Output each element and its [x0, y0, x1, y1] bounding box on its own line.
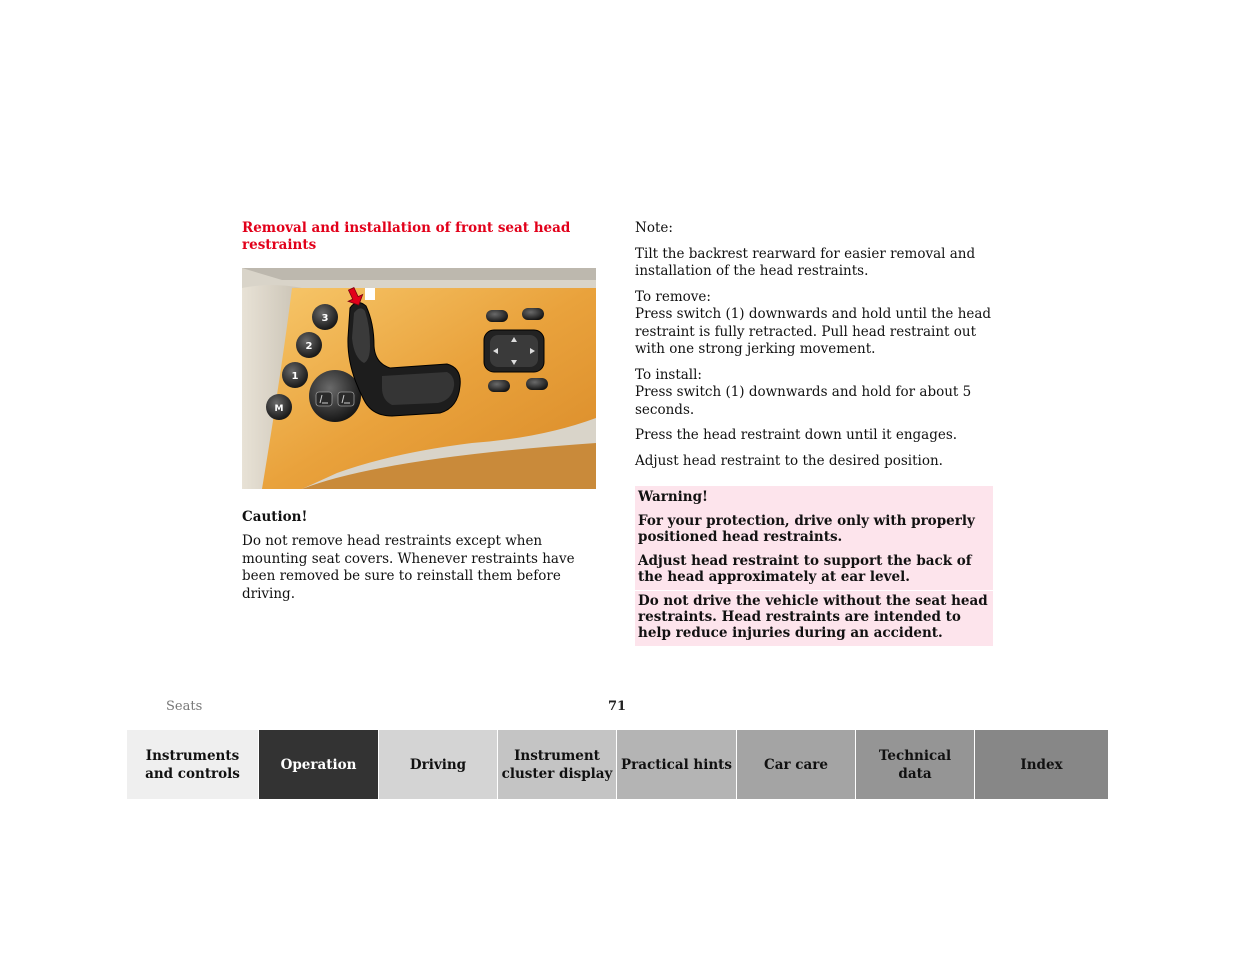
svg-text:M: M — [274, 404, 284, 414]
caution-title: Caution! — [242, 509, 308, 525]
svg-text:1: 1 — [291, 371, 299, 382]
nav-tab-technical-data[interactable]: Technical data — [856, 730, 975, 799]
footer-section-label: Seats — [166, 699, 203, 714]
nav-tab-operation[interactable]: Operation — [259, 730, 379, 799]
note-text: Tilt the backrest rearward for easier removal and installation of the head restraints. — [635, 245, 976, 279]
svg-text:3: 3 — [321, 313, 329, 324]
svg-text:2: 2 — [305, 341, 313, 352]
nav-tab-practical-hints[interactable]: Practical hints — [617, 730, 737, 799]
nav-tab-instruments-and-controls[interactable]: Instruments and controls — [127, 730, 259, 799]
install-label: To install: — [635, 366, 702, 383]
adjust-text: Adjust head restraint to the desired position. — [635, 452, 943, 469]
warning-paragraph-2: Adjust head restraint to support the back of the head approximately at ear level. — [638, 553, 972, 585]
right-column — [635, 220, 993, 478]
nav-tab-car-care[interactable]: Car care — [737, 730, 856, 799]
section-title: Removal and installation of front seat head restraints — [242, 220, 571, 253]
warning-box — [635, 486, 993, 646]
caution-text: Do not remove head restraints except when mounting seat covers. Whenever restraints have been removed be sure to reinstall them before driving. — [242, 533, 575, 602]
remove-instructions — [635, 289, 993, 359]
warning-paragraph-3: Do not drive the vehicle without the seat head restraints. Head restraints are intended to help reduce injuries during an accident. — [635, 590, 993, 646]
install-text: Press switch (1) downwards and hold for about 5 seconds. — [635, 384, 972, 418]
remove-text: Press switch (1) downwards and hold until the head restraint is fully retracted. Pull head restraint out with one strong jerking movement. — [635, 306, 992, 357]
nav-tab-instrument-cluster-display[interactable]: Instrument cluster display — [498, 730, 617, 799]
left-column — [242, 220, 598, 611]
chapter-nav-bar — [127, 730, 1108, 799]
remove-label: To remove: — [635, 288, 711, 305]
seat-controls-illustration — [242, 268, 596, 489]
press-text: Press the head restraint down until it engages. — [635, 427, 958, 443]
nav-tab-index[interactable]: Index — [975, 730, 1108, 799]
warning-paragraph-1: For your protection, drive only with properly positioned head restraints. — [638, 513, 975, 545]
install-instructions — [635, 367, 993, 420]
note-label: Note: — [635, 220, 673, 236]
nav-tab-driving[interactable]: Driving — [379, 730, 498, 799]
seat-controls-figure — [242, 268, 596, 489]
page-number: 71 — [607, 699, 627, 714]
warning-title: Warning! — [638, 489, 708, 505]
